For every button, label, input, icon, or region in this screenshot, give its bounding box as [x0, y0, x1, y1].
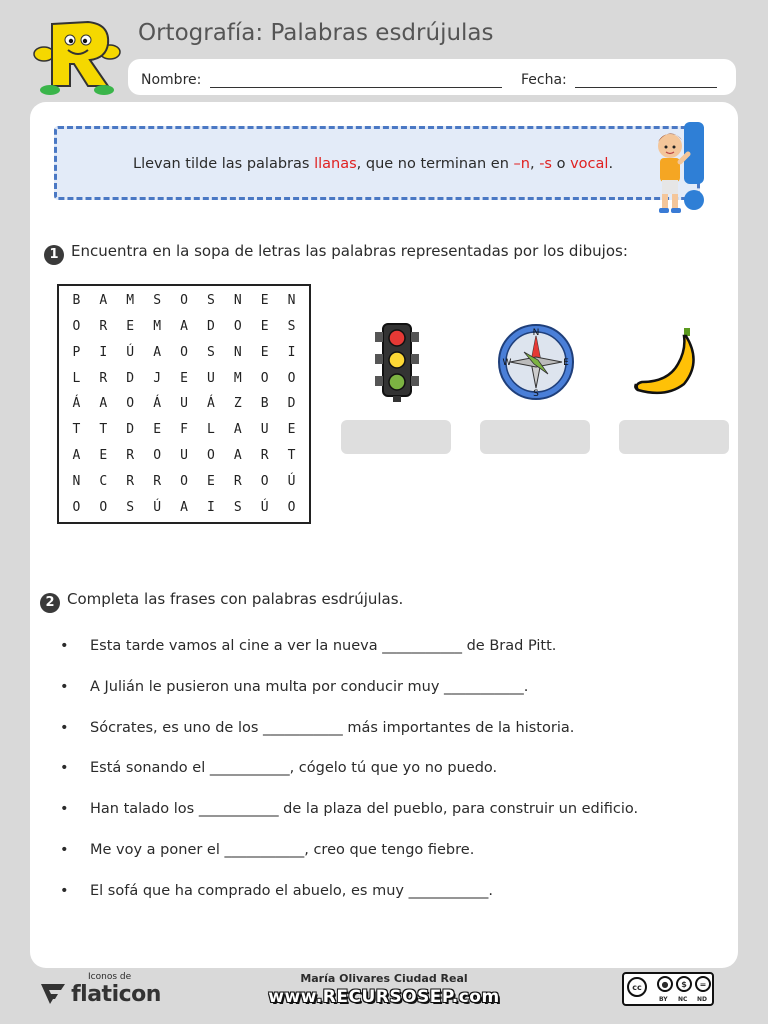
banana-icon	[630, 322, 710, 402]
grid-cell[interactable]: S	[206, 293, 215, 309]
page-title: Ortografía: Palabras esdrújulas	[138, 20, 494, 46]
grid-cell[interactable]: T	[72, 422, 81, 438]
grid-cell[interactable]: Ú	[287, 473, 296, 489]
answer-box-banana[interactable]	[619, 420, 729, 454]
date-field[interactable]	[521, 72, 717, 88]
grid-cell[interactable]: L	[206, 422, 215, 438]
grid-cell[interactable]: O	[99, 499, 108, 515]
grid-cell[interactable]: O	[260, 370, 269, 386]
grid-cell[interactable]: A	[99, 396, 108, 412]
grid-cell[interactable]: E	[99, 448, 108, 464]
nc-label: NC	[678, 996, 688, 1003]
grid-cell[interactable]: S	[287, 319, 296, 335]
grid-cell[interactable]: N	[233, 293, 242, 309]
grid-cell[interactable]: U	[206, 370, 215, 386]
name-date-bar	[128, 59, 736, 95]
answer-box-traffic-light[interactable]	[341, 420, 451, 454]
grid-cell[interactable]: S	[153, 293, 162, 309]
grid-cell[interactable]: E	[206, 473, 215, 489]
grid-cell[interactable]: O	[287, 370, 296, 386]
grid-cell[interactable]: U	[260, 422, 269, 438]
author-name: María Olivares Ciudad Real	[300, 972, 468, 985]
sentence-item: • Está sonando el ___________, cógelo tú que yo no puedo.	[60, 760, 638, 801]
grid-cell[interactable]: L	[72, 370, 81, 386]
grid-cell[interactable]: R	[126, 473, 135, 489]
nd-icon: =	[695, 976, 711, 992]
rule-highlight-s: -s	[539, 156, 552, 172]
grid-cell[interactable]: R	[126, 448, 135, 464]
grid-cell[interactable]: M	[233, 370, 242, 386]
grid-cell[interactable]: R	[153, 473, 162, 489]
grid-cell[interactable]: R	[233, 473, 242, 489]
grid-cell[interactable]: I	[99, 344, 108, 360]
grid-cell[interactable]: E	[126, 319, 135, 335]
grid-cell[interactable]: N	[287, 293, 296, 309]
by-icon: ●	[657, 976, 673, 992]
grid-cell[interactable]: A	[233, 448, 242, 464]
grid-cell[interactable]: Ú	[126, 344, 135, 360]
grid-cell[interactable]: Á	[206, 396, 215, 412]
grid-cell[interactable]: D	[206, 319, 215, 335]
grid-cell[interactable]: D	[126, 422, 135, 438]
grid-cell[interactable]: Z	[233, 396, 242, 412]
grid-cell[interactable]: E	[260, 293, 269, 309]
grid-cell[interactable]: A	[180, 319, 188, 335]
grid-cell[interactable]: R	[99, 370, 108, 386]
compass-icon	[496, 322, 576, 402]
grid-cell[interactable]: O	[233, 319, 242, 335]
grid-cell[interactable]: T	[287, 448, 296, 464]
nc-icon: $	[676, 976, 692, 992]
sentence-item: • Sócrates, es uno de los ___________ más importantes de la historia.	[60, 720, 638, 761]
sentence-item: • Han talado los ___________ de la plaza del pueblo, para construir un edificio.	[60, 801, 638, 842]
boy-exclamation-icon	[648, 120, 712, 218]
grid-cell[interactable]: D	[126, 370, 135, 386]
grid-cell[interactable]: E	[153, 422, 162, 438]
grid-cell[interactable]: D	[287, 396, 296, 412]
sentence-item: • Me voy a poner el ___________, creo que tengo fiebre.	[60, 842, 638, 883]
by-label: BY	[659, 996, 668, 1003]
letter-r-mascot-logo	[30, 14, 122, 98]
grid-cell[interactable]: O	[126, 396, 135, 412]
flaticon-credit: Iconos de flaticon	[40, 972, 161, 1007]
grid-cell[interactable]: F	[180, 422, 188, 438]
grid-cell[interactable]: Ú	[260, 499, 269, 515]
worksheet-card	[30, 102, 738, 968]
grid-cell[interactable]: O	[180, 344, 188, 360]
grid-cell[interactable]: O	[180, 473, 188, 489]
grid-cell[interactable]: O	[206, 448, 215, 464]
exercise-1-number: 1	[44, 245, 64, 265]
compass-west-label: W	[502, 358, 512, 368]
grid-cell[interactable]: A	[153, 344, 162, 360]
sentence-list	[60, 638, 638, 924]
grid-cell[interactable]: U	[180, 448, 188, 464]
grid-cell[interactable]: O	[72, 499, 81, 515]
rule-highlight-llanas: llanas	[314, 156, 357, 172]
sentence-item: • A Julián le pusieron una multa por conducir muy ___________.	[60, 679, 638, 720]
grid-cell[interactable]: P	[72, 344, 81, 360]
word-search-grid	[57, 284, 311, 524]
grid-cell[interactable]: N	[233, 344, 242, 360]
grid-cell[interactable]: A	[180, 499, 188, 515]
name-field[interactable]	[141, 72, 502, 88]
grid-cell[interactable]: E	[287, 422, 296, 438]
sentence-item: • El sofá que ha comprado el abuelo, es muy ___________.	[60, 883, 638, 924]
compass-south-label: S	[533, 389, 539, 399]
compass-east-label: E	[563, 358, 569, 368]
grid-cell[interactable]: M	[153, 319, 162, 335]
sentence-item: • Esta tarde vamos al cine a ver la nueva ___________ de Brad Pitt.	[60, 638, 638, 679]
creative-commons-badge	[622, 972, 714, 1006]
exercise-2-number: 2	[40, 593, 60, 613]
date-label: Fecha:	[521, 72, 567, 88]
exercise-1-instruction: 1 Encuentra en la sopa de letras las palabras representadas por los dibujos:	[44, 242, 628, 265]
rule-text: Llevan tilde las palabras llanas, que no terminan en –n, -s o vocal.	[133, 156, 614, 172]
grid-cell[interactable]: E	[180, 370, 188, 386]
grid-cell[interactable]: I	[287, 344, 296, 360]
grid-cell[interactable]: O	[153, 448, 162, 464]
grid-cell[interactable]: S	[233, 499, 242, 515]
exercise-2-instruction: 2 Completa las frases con palabras esdrújulas.	[40, 590, 403, 613]
grid-cell[interactable]: O	[260, 473, 269, 489]
grid-cell[interactable]: S	[126, 499, 135, 515]
grid-cell[interactable]: I	[206, 499, 215, 515]
grid-cell[interactable]: O	[287, 499, 296, 515]
rule-highlight-n: –n	[513, 156, 530, 172]
grid-cell[interactable]: B	[260, 396, 269, 412]
grid-cell[interactable]: M	[126, 293, 135, 309]
grid-cell[interactable]: A	[233, 422, 242, 438]
nd-label: ND	[697, 996, 708, 1003]
grid-cell[interactable]: A	[99, 293, 108, 309]
grid-cell[interactable]: A	[72, 448, 81, 464]
site-link[interactable]: www.RECURSOSEP.com	[268, 987, 500, 1007]
grid-cell[interactable]: O	[72, 319, 81, 335]
grid-cell[interactable]: B	[72, 293, 81, 309]
grid-cell[interactable]: Á	[153, 396, 162, 412]
answer-box-compass[interactable]	[480, 420, 590, 454]
name-label: Nombre:	[141, 72, 202, 88]
rule-highlight-vocal: vocal	[570, 156, 609, 172]
grid-cell[interactable]: E	[260, 344, 269, 360]
cc-icon: cc	[627, 977, 647, 997]
grid-cell[interactable]: O	[180, 293, 188, 309]
grid-cell[interactable]: J	[153, 370, 162, 386]
traffic-light-icon	[357, 322, 437, 402]
grid-cell[interactable]: N	[72, 473, 81, 489]
grid-cell[interactable]: R	[260, 448, 269, 464]
grid-cell[interactable]: E	[260, 319, 269, 335]
grid-cell[interactable]: Á	[72, 396, 81, 412]
grid-cell[interactable]: C	[99, 473, 108, 489]
grid-cell[interactable]: S	[206, 344, 215, 360]
compass-north-label: N	[532, 328, 540, 338]
grid-cell[interactable]: T	[99, 422, 108, 438]
grid-cell[interactable]: U	[180, 396, 188, 412]
grid-cell[interactable]: Ú	[153, 499, 162, 515]
grid-cell[interactable]: R	[99, 319, 108, 335]
flaticon-wordmark: flaticon	[71, 982, 161, 1007]
rule-box	[54, 126, 700, 200]
